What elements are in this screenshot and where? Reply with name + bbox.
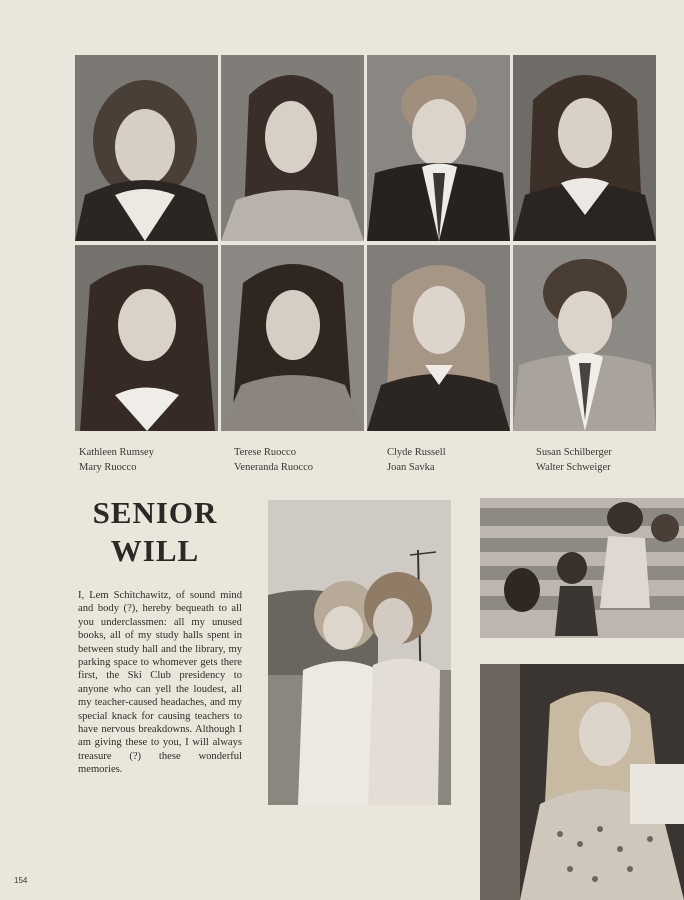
candid-photo-girl-writing: [480, 664, 684, 900]
portrait-kathleen-rumsey: [75, 55, 218, 241]
portrait-photo: [513, 245, 656, 431]
portrait-photo: [367, 245, 510, 431]
caption-column-1: [79, 445, 154, 475]
portrait-susan-schilberger: [513, 55, 656, 241]
candid-photo-image: [480, 498, 684, 638]
portrait-photo: [221, 245, 364, 431]
portrait-veneranda-ruocco: [221, 245, 364, 431]
candid-photo-image: [268, 500, 451, 805]
title-line-1: SENIOR: [92, 495, 218, 530]
caption-column-4: [536, 445, 612, 475]
caption-name: Mary Ruocco: [79, 462, 137, 473]
senior-will-text: I, Lem Schitchawitz, of sound mind and body (?), hereby bequeath to all you underclassmen: all my unused books, all of my study halls spent in between study hall and the library, my parking space to whomever gets there first, the Ski Club presidency to anyone who can yell the loudest, all my teacher-caused headaches, and my special knack for causing teachers to have nervous breakdowns. Although I am giving these to you, I will always treasure (?) these wonderful memories.: [78, 590, 242, 776]
caption-name: Clyde Russell: [387, 447, 446, 458]
caption-name: Kathleen Rumsey: [79, 447, 154, 458]
caption-name: Terese Ruocco: [234, 447, 296, 458]
portrait-terese-ruocco: [221, 55, 364, 241]
portrait-joan-savka: [367, 245, 510, 431]
portrait-photo: [221, 55, 364, 241]
page-number: 154: [14, 876, 28, 885]
caption-name: Joan Savka: [387, 462, 435, 473]
portrait-clyde-russell: [367, 55, 510, 241]
portrait-walter-schweiger: [513, 245, 656, 431]
portrait-photo: [75, 55, 218, 241]
portrait-photo: [367, 55, 510, 241]
title-line-2: WILL: [110, 533, 200, 568]
caption-name: Walter Schweiger: [536, 462, 611, 473]
portrait-photo: [75, 245, 218, 431]
caption-column-3: [387, 445, 446, 475]
candid-photo-hugging-girls: [268, 500, 451, 805]
portrait-mary-ruocco: [75, 245, 218, 431]
caption-column-2: [234, 445, 313, 475]
section-title: [60, 494, 250, 570]
caption-name: Veneranda Ruocco: [234, 462, 314, 473]
candid-photo-bleachers: [480, 498, 684, 638]
caption-name: Susan Schilberger: [536, 447, 612, 458]
candid-photo-image: [480, 664, 684, 900]
portrait-photo: [513, 55, 656, 241]
